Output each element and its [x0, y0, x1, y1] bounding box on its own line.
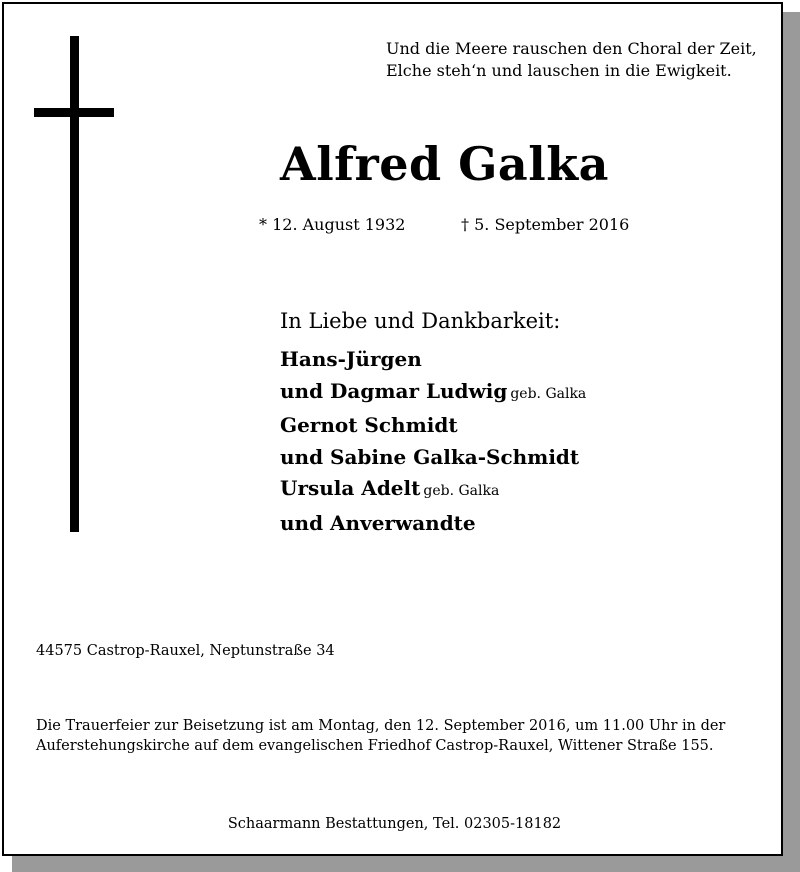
cross-horizontal-bar: [34, 108, 114, 117]
deceased-name: Alfred Galka: [280, 137, 609, 191]
mourner-line: [280, 442, 586, 474]
mourner-line: [280, 508, 586, 540]
service-notice: [36, 716, 725, 756]
mourner-line: [280, 344, 586, 376]
poem-verse: [386, 38, 757, 82]
mourner-name: Ursula Adelt: [280, 476, 421, 500]
maiden-name-note: geb. Galka: [423, 483, 500, 499]
undertaker-contact: Schaarmann Bestattungen, Tel. 02305-18182: [227, 816, 562, 832]
maiden-name-note: geb. Galka: [510, 385, 587, 402]
service-line: Die Trauerfeier zur Beisetzung ist am Montag, den 12. September 2016, um 11.00 Uhr in der: [36, 718, 726, 734]
mourner-line: [280, 376, 586, 411]
mourner-name: Gernot Schmidt: [280, 413, 458, 437]
death-date: † 5. September 2016: [461, 215, 630, 234]
mourner-name: und Dagmar Ludwig: [280, 378, 508, 403]
mourner-name: Hans-Jürgen: [280, 347, 422, 371]
mourner-name: und Sabine Galka-Schmidt: [280, 444, 580, 469]
obituary-card: [2, 2, 783, 856]
mourner-line: [280, 410, 586, 442]
mourner-line: [280, 473, 586, 508]
poem-line: Und die Meere rauschen den Choral der Zeit,: [386, 39, 757, 58]
poem-line: Elche steh‘n und lauschen in die Ewigkeit.: [386, 61, 732, 80]
mourners-intro: In Liebe und Dankbarkeit:: [280, 309, 561, 333]
service-line: Auferstehungskirche auf dem evangelischen Friedhof Castrop-Rauxel, Wittener Straße 155.: [36, 738, 714, 754]
mourners-list: [280, 344, 586, 539]
birth-date: * 12. August 1932: [259, 215, 406, 234]
mourner-name: und Anverwandte: [280, 510, 476, 535]
family-address: 44575 Castrop-Rauxel, Neptunstraße 34: [36, 643, 335, 659]
